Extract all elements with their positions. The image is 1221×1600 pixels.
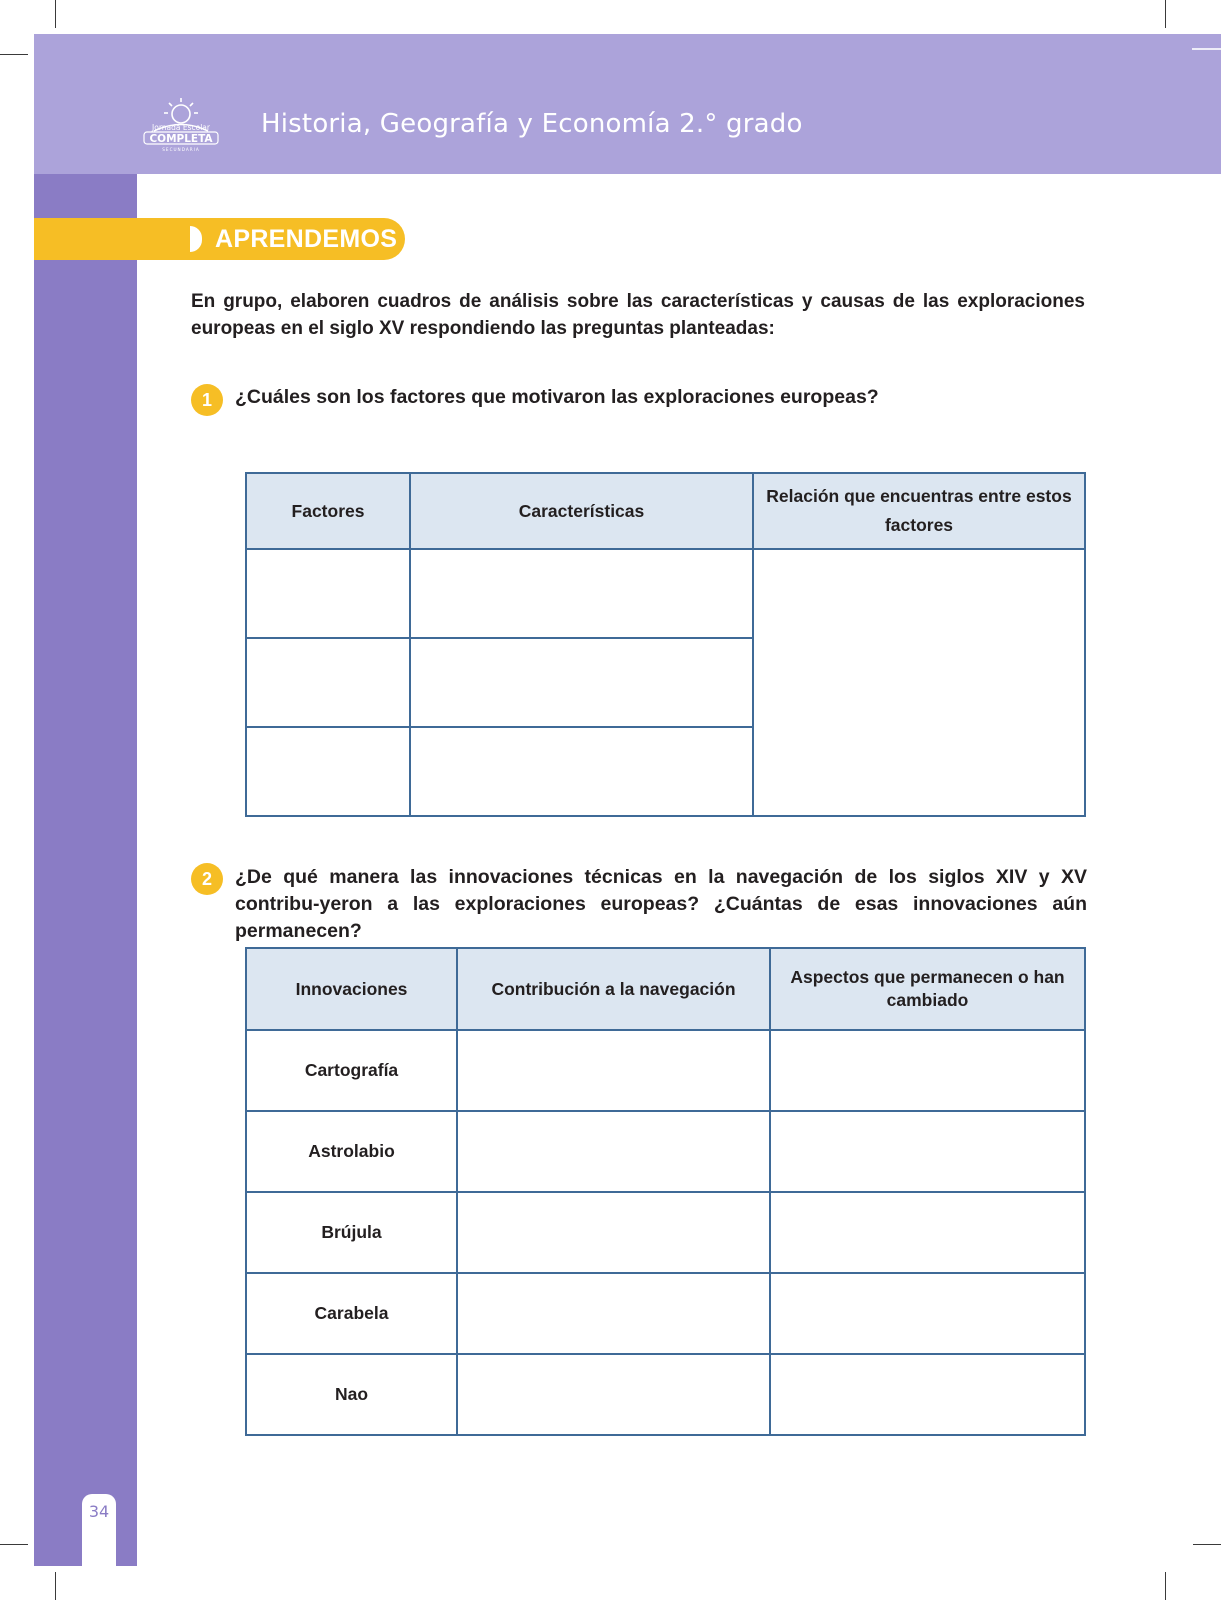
question-2-number: 2 — [191, 863, 223, 895]
aspects-cell[interactable] — [770, 1192, 1085, 1273]
logo-line3: SECUNDARIA — [162, 147, 200, 152]
crop-mark — [55, 0, 56, 28]
factors-header: Factores — [246, 473, 410, 549]
relation-header: Relación que encuentras entre estos factores — [753, 473, 1085, 549]
aspects-cell[interactable] — [770, 1273, 1085, 1354]
left-sidebar — [34, 174, 137, 1566]
header-rule — [1192, 48, 1221, 50]
crop-mark — [1165, 1572, 1166, 1600]
factor-cell[interactable] — [246, 638, 410, 727]
innovation-label: Cartografía — [246, 1030, 457, 1111]
crop-mark — [0, 1544, 28, 1545]
aspects-header: Aspectos que permanecen o han cambiado — [770, 948, 1085, 1030]
aspects-cell[interactable] — [770, 1111, 1085, 1192]
question-1-text: ¿Cuáles son los factores que motivaron las exploraciones europeas? — [235, 386, 879, 408]
aspects-cell[interactable] — [770, 1354, 1085, 1435]
crop-mark — [1193, 1544, 1221, 1545]
aspects-cell[interactable] — [770, 1030, 1085, 1111]
page-number: 34 — [88, 1502, 110, 1521]
innovation-label: Carabela — [246, 1273, 457, 1354]
jornada-escolar-logo — [140, 96, 222, 156]
crop-mark — [1165, 0, 1166, 28]
logo-line1: Jornada Escolar — [152, 123, 210, 132]
characteristic-cell[interactable] — [410, 727, 753, 816]
section-title: APRENDEMOS — [215, 225, 398, 253]
contribution-header: Contribución a la navegación — [457, 948, 770, 1030]
innovation-label: Brújula — [246, 1192, 457, 1273]
characteristic-cell[interactable] — [410, 638, 753, 727]
contribution-cell[interactable] — [457, 1354, 770, 1435]
contribution-cell[interactable] — [457, 1192, 770, 1273]
crop-mark — [0, 54, 28, 55]
innovation-label: Astrolabio — [246, 1111, 457, 1192]
page-header-title: Historia, Geografía y Economía 2.° grado — [261, 109, 803, 139]
activity-instructions: En grupo, elaboren cuadros de análisis sobre las características y causas de las exploraciones europeas en el siglo XV respondiendo las preguntas planteadas: — [191, 291, 1085, 339]
contribution-cell[interactable] — [457, 1030, 770, 1111]
innovation-label: Nao — [246, 1354, 457, 1435]
relation-cell[interactable] — [753, 549, 1085, 816]
innovations-header: Innovaciones — [246, 948, 457, 1030]
factor-cell[interactable] — [246, 549, 410, 638]
characteristics-header: Características — [410, 473, 753, 549]
factors-table — [245, 472, 1086, 817]
question-2-text: ¿De qué manera las innovaciones técnicas en la navegación de los siglos XIV y XV contribu-yeron a las exploraciones europeas? ¿Cuántas de esas innovaciones aún permanecen? — [235, 866, 1087, 942]
factor-cell[interactable] — [246, 727, 410, 816]
innovations-table — [245, 947, 1086, 1436]
logo-line2: COMPLETA — [149, 133, 213, 145]
contribution-cell[interactable] — [457, 1273, 770, 1354]
characteristic-cell[interactable] — [410, 549, 753, 638]
crop-mark — [55, 1572, 56, 1600]
question-1-number: 1 — [191, 384, 223, 416]
contribution-cell[interactable] — [457, 1111, 770, 1192]
